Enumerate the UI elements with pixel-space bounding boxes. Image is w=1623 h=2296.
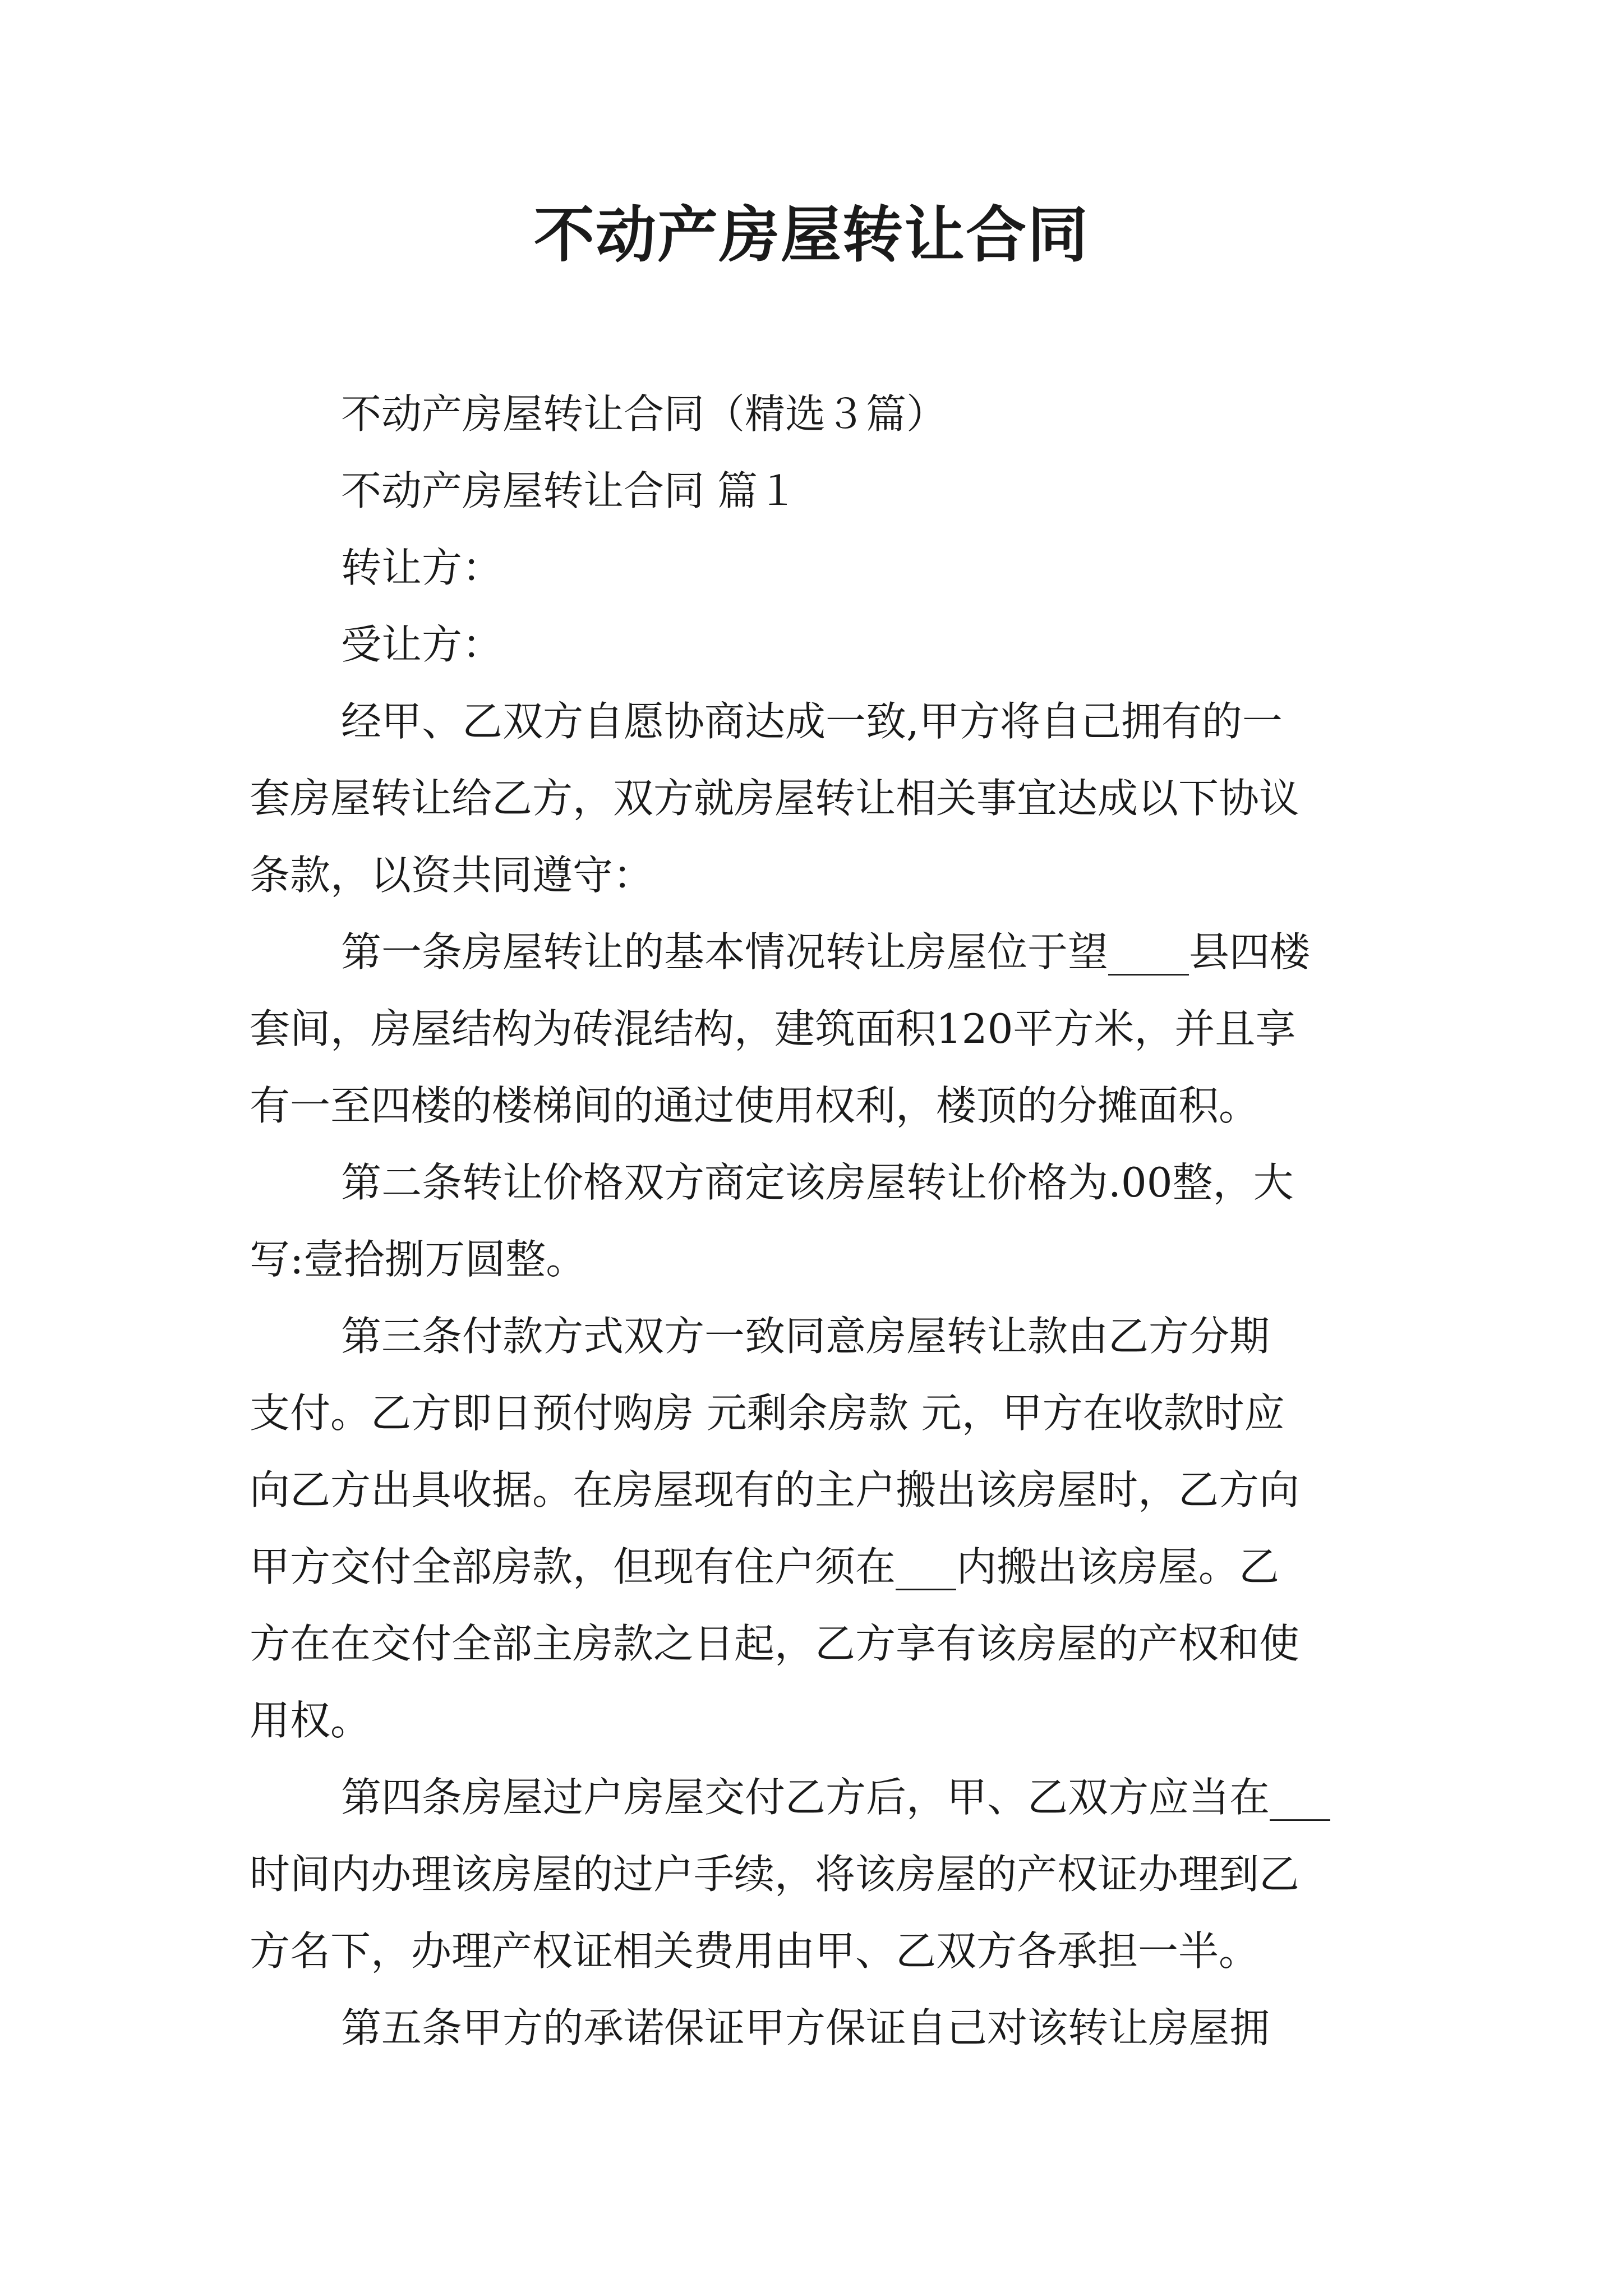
paragraph-line: 套房屋转让给乙方，双方就房屋转让相关事宜达成以下协议 xyxy=(250,775,1300,822)
paragraph-line: 第四条房屋过户房屋交付乙方后，甲、乙双方应当在___ xyxy=(341,1774,1331,1821)
transferee-label: 受让方： xyxy=(341,621,503,668)
paragraph-line: 时间内办理该房屋的过户手续，将该房屋的产权证办理到乙 xyxy=(250,1851,1300,1898)
subtitle-line: 不动产房屋转让合同（精选３篇） xyxy=(341,390,947,438)
paragraph-line: 向乙方出具收据。在房屋现有的主户搬出该房屋时，乙方向 xyxy=(250,1466,1300,1513)
paragraph-line: 甲方交付全部房款，但现有住户须在___内搬出该房屋。乙 xyxy=(250,1543,1280,1590)
paragraph-line: 经甲、乙双方自愿协商达成一致,甲方将自己拥有的一 xyxy=(341,698,1283,745)
section-heading: 不动产房屋转让合同 篇１ xyxy=(341,467,798,514)
document-body xyxy=(250,376,1388,2067)
paragraph-line: 第三条付款方式双方一致同意房屋转让款由乙方分期 xyxy=(341,1313,1270,1360)
paragraph-line: 方在在交付全部主房款之日起，乙方享有该房屋的产权和使 xyxy=(250,1620,1300,1667)
paragraph-line: 用权。 xyxy=(250,1697,371,1744)
transferor-label: 转让方： xyxy=(341,544,503,591)
paragraph-line: 写:壹拾捌万圆整。 xyxy=(250,1236,587,1283)
paragraph-line: 套间，房屋结构为砖混结构，建筑面积120平方米，并且享 xyxy=(250,1005,1296,1052)
document-title: 不动产房屋转让合同 xyxy=(533,200,1089,270)
paragraph-line: 条款，以资共同遵守： xyxy=(250,852,654,899)
paragraph-line: 第二条转让价格双方商定该房屋转让价格为.00整，大 xyxy=(341,1159,1294,1206)
paragraph-line: 支付。乙方即日预付购房 元剩余房款 元，甲方在收款时应 xyxy=(250,1389,1285,1437)
paragraph-line: 第一条房屋转让的基本情况转让房屋位于望____县四楼 xyxy=(341,928,1311,976)
paragraph-line: 第五条甲方的承诺保证甲方保证自己对该转让房屋拥 xyxy=(341,2004,1270,2051)
paragraph-line: 有一至四楼的楼梯间的通过使用权利，楼顶的分摊面积。 xyxy=(250,1082,1260,1129)
paragraph-line: 方名下，办理产权证相关费用由甲、乙双方各承担一半。 xyxy=(250,1927,1260,1975)
